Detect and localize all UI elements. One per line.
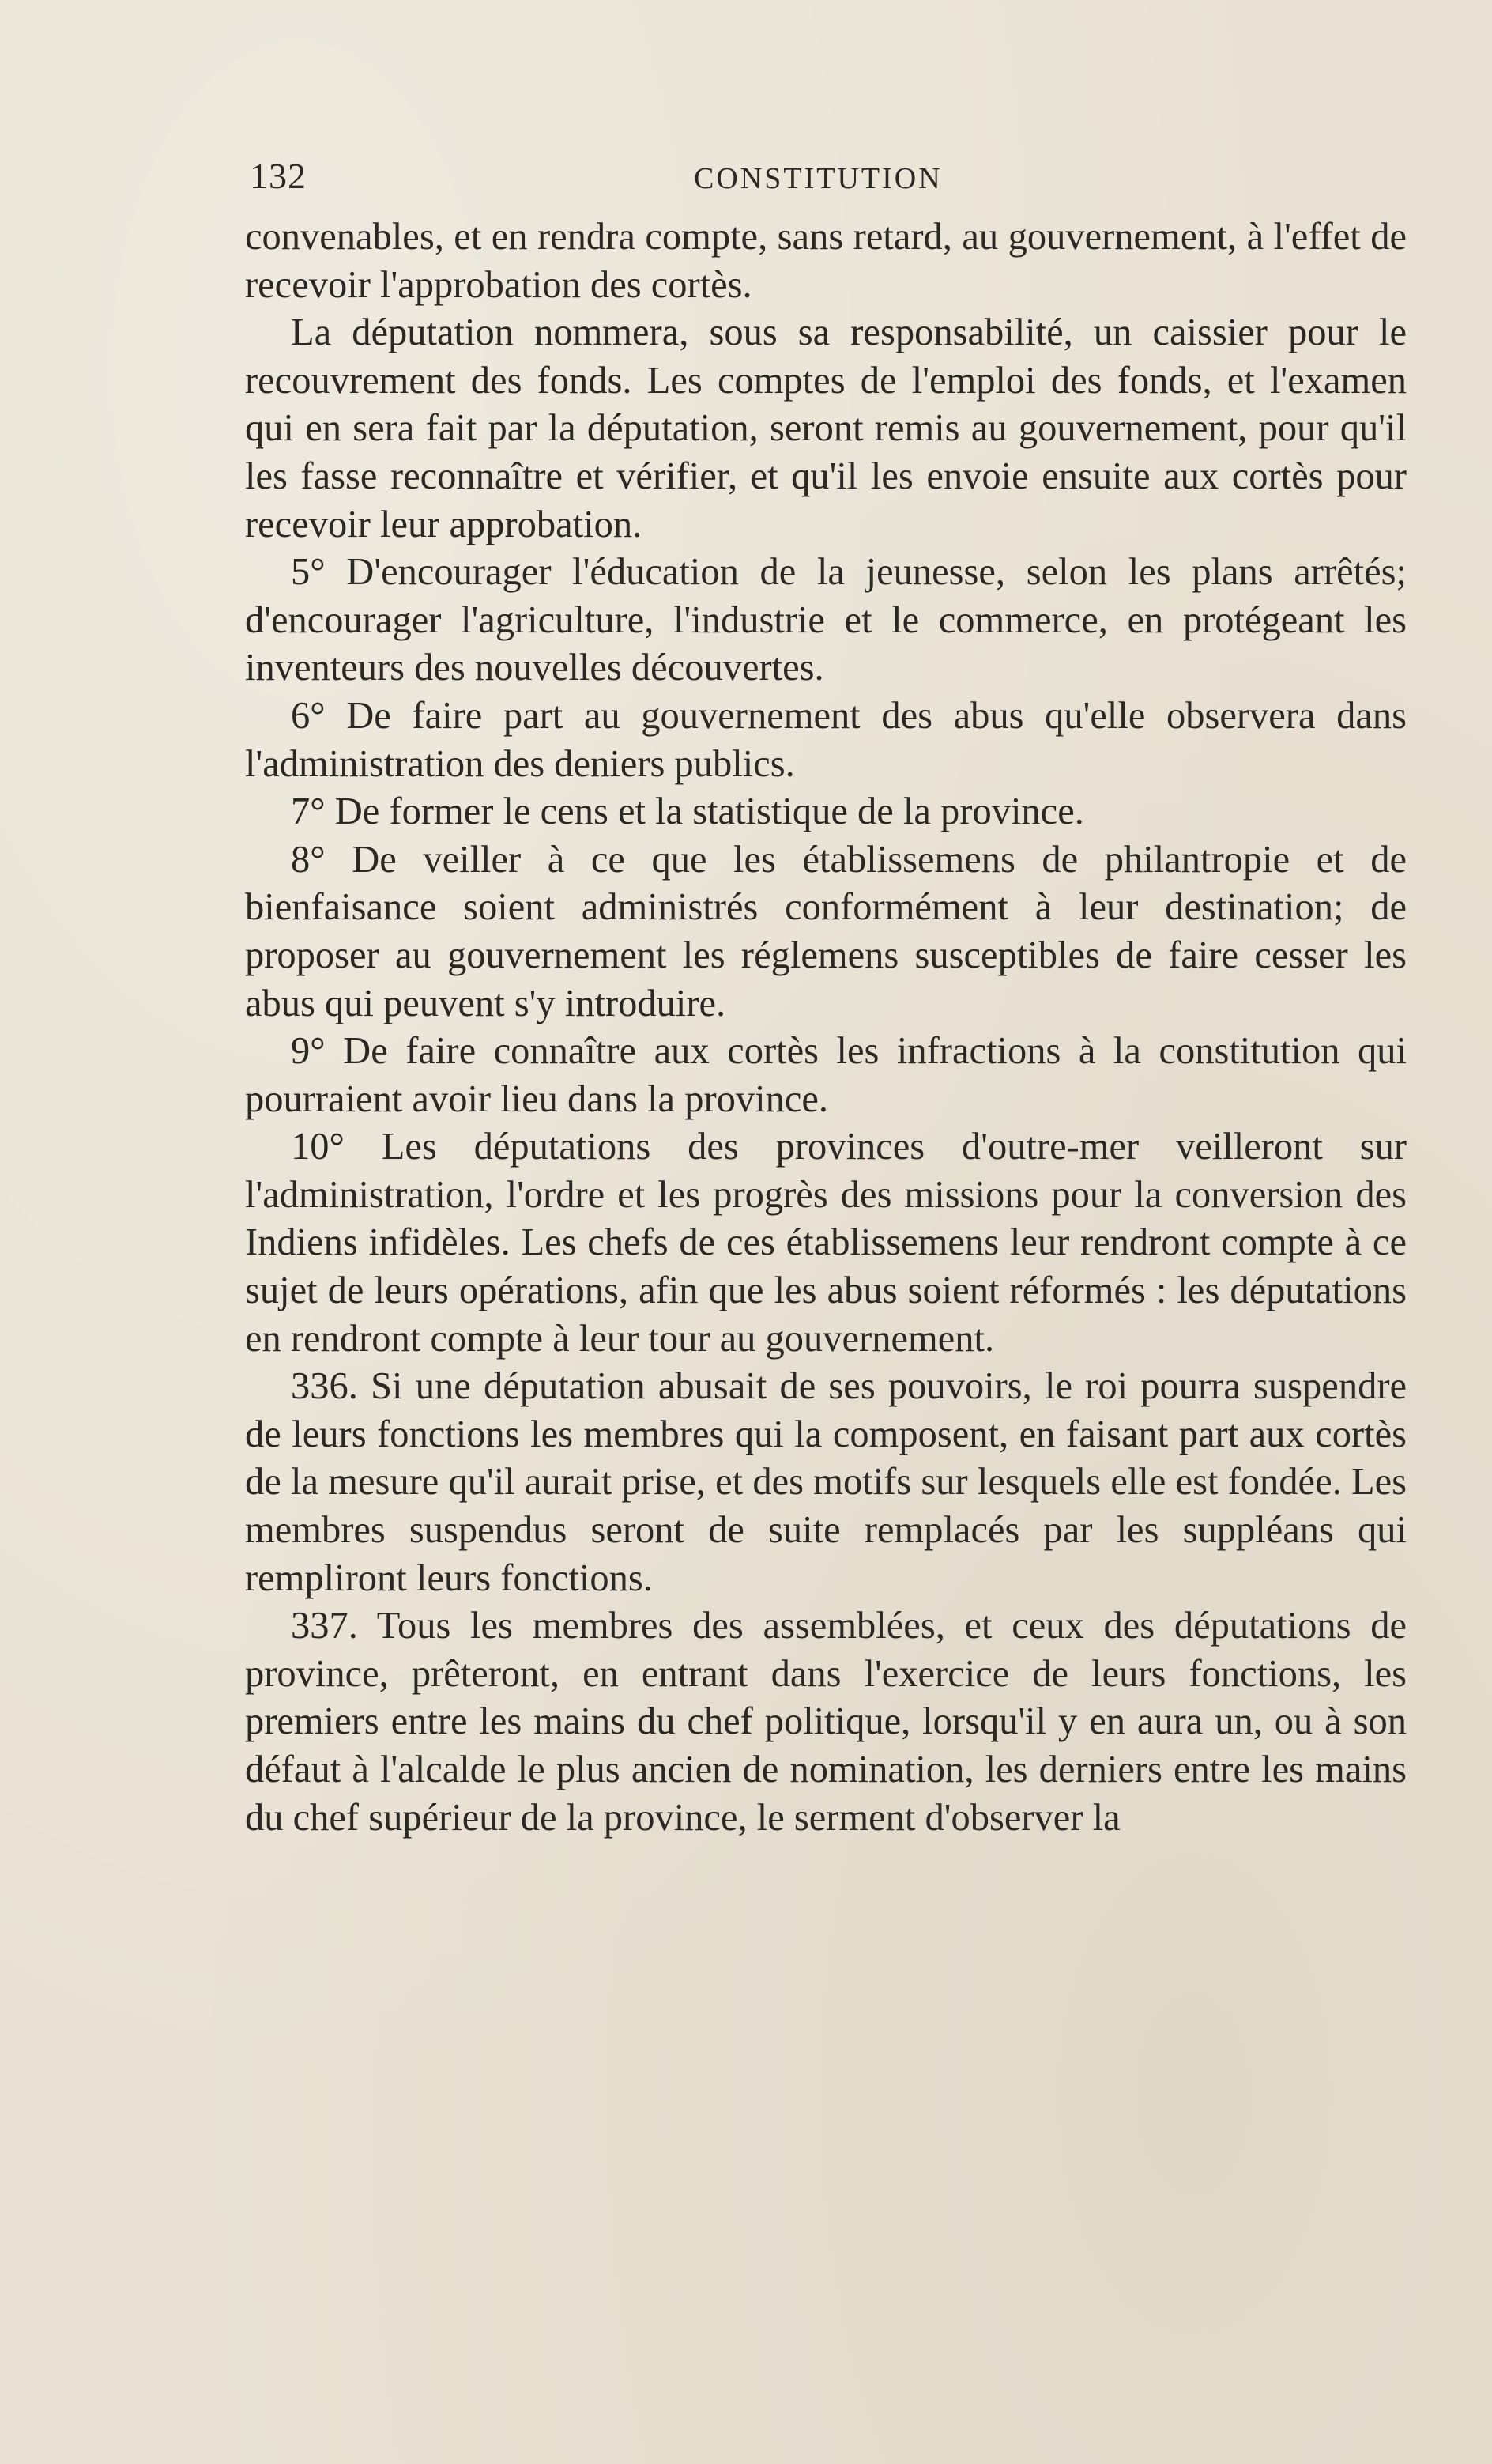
page-header — [250, 155, 1407, 210]
paragraph-continued: convenables, et en rendra compte, sans retard, au gouvernement, à l'effet de recevoir l'approbation des cortès. — [245, 216, 1407, 306]
paragraph-item-10: 10° Les députations des provinces d'outre-mer veilleront sur l'administration, l'ordre et les progrès des missions pour la conversion des Indiens infidèles. Les chefs de ces établissemens leur rendront compte à ce sujet de leurs opérations, afin que les abus soient réformés : les députations en rendront compte à leur tour au gouvernement. — [245, 1126, 1407, 1360]
article-336: 336. Si une députation abusait de ses pouvoirs, le roi pourra suspendre de leurs fonctions les membres qui la composent, en faisant part aux cortès de la mesure qu'il aurait prise, et des motifs sur lesquels elle est fondée. Les membres suspendus seront de suite remplacés par les suppléans qui rempliront leurs fonctions. — [245, 1365, 1407, 1599]
paragraph: La députation nommera, sous sa responsabilité, un caissier pour le recouvrement des fonds. Les comptes de l'emploi des fonds, et l'examen qui en sera fait par la députation, seront remis au gouvernement, pour qu'il les fasse reconnaître et vérifier, et qu'il les envoie ensuite aux cortès pour recevoir leur approbation. — [245, 311, 1407, 545]
paragraph-item-6: 6° De faire part au gouvernement des abus qu'elle observera dans l'administration des deniers publics. — [245, 694, 1407, 785]
paragraph-item-7: 7° De former le cens et la statistique de la province. — [291, 791, 1084, 833]
article-337: 337. Tous les membres des assemblées, et ceux des députations de province, prêteront, en entrant dans l'exercice de leurs fonctions, les premiers entre les mains du chef politique, lorsqu'il y en aura un, ou à son défaut à l'alcalde le plus ancien de nomination, les derniers entre les mains du chef supérieur de la province, le serment d'observer la — [245, 1605, 1407, 1839]
paragraph-item-8: 8° De veiller à ce que les établissemens de philantropie et de bienfaisance soient administrés conformément à leur destination; de proposer au gouvernement les réglemens susceptibles de faire cesser les abus qui peuvent s'y introduire. — [245, 838, 1407, 1024]
paragraph-item-5: 5° D'encourager l'éducation de la jeunesse, selon les plans arrêtés; d'encourager l'agriculture, l'industrie et le commerce, en protégeant les inventeurs des nouvelles découvertes. — [245, 551, 1407, 689]
body-text — [245, 213, 1407, 1842]
running-title: CONSTITUTION — [694, 162, 943, 195]
page-number: 132 — [250, 156, 307, 196]
paragraph-item-9: 9° De faire connaître aux cortès les infractions à la constitution qui pourraient avoir lieu dans la province. — [245, 1030, 1407, 1120]
